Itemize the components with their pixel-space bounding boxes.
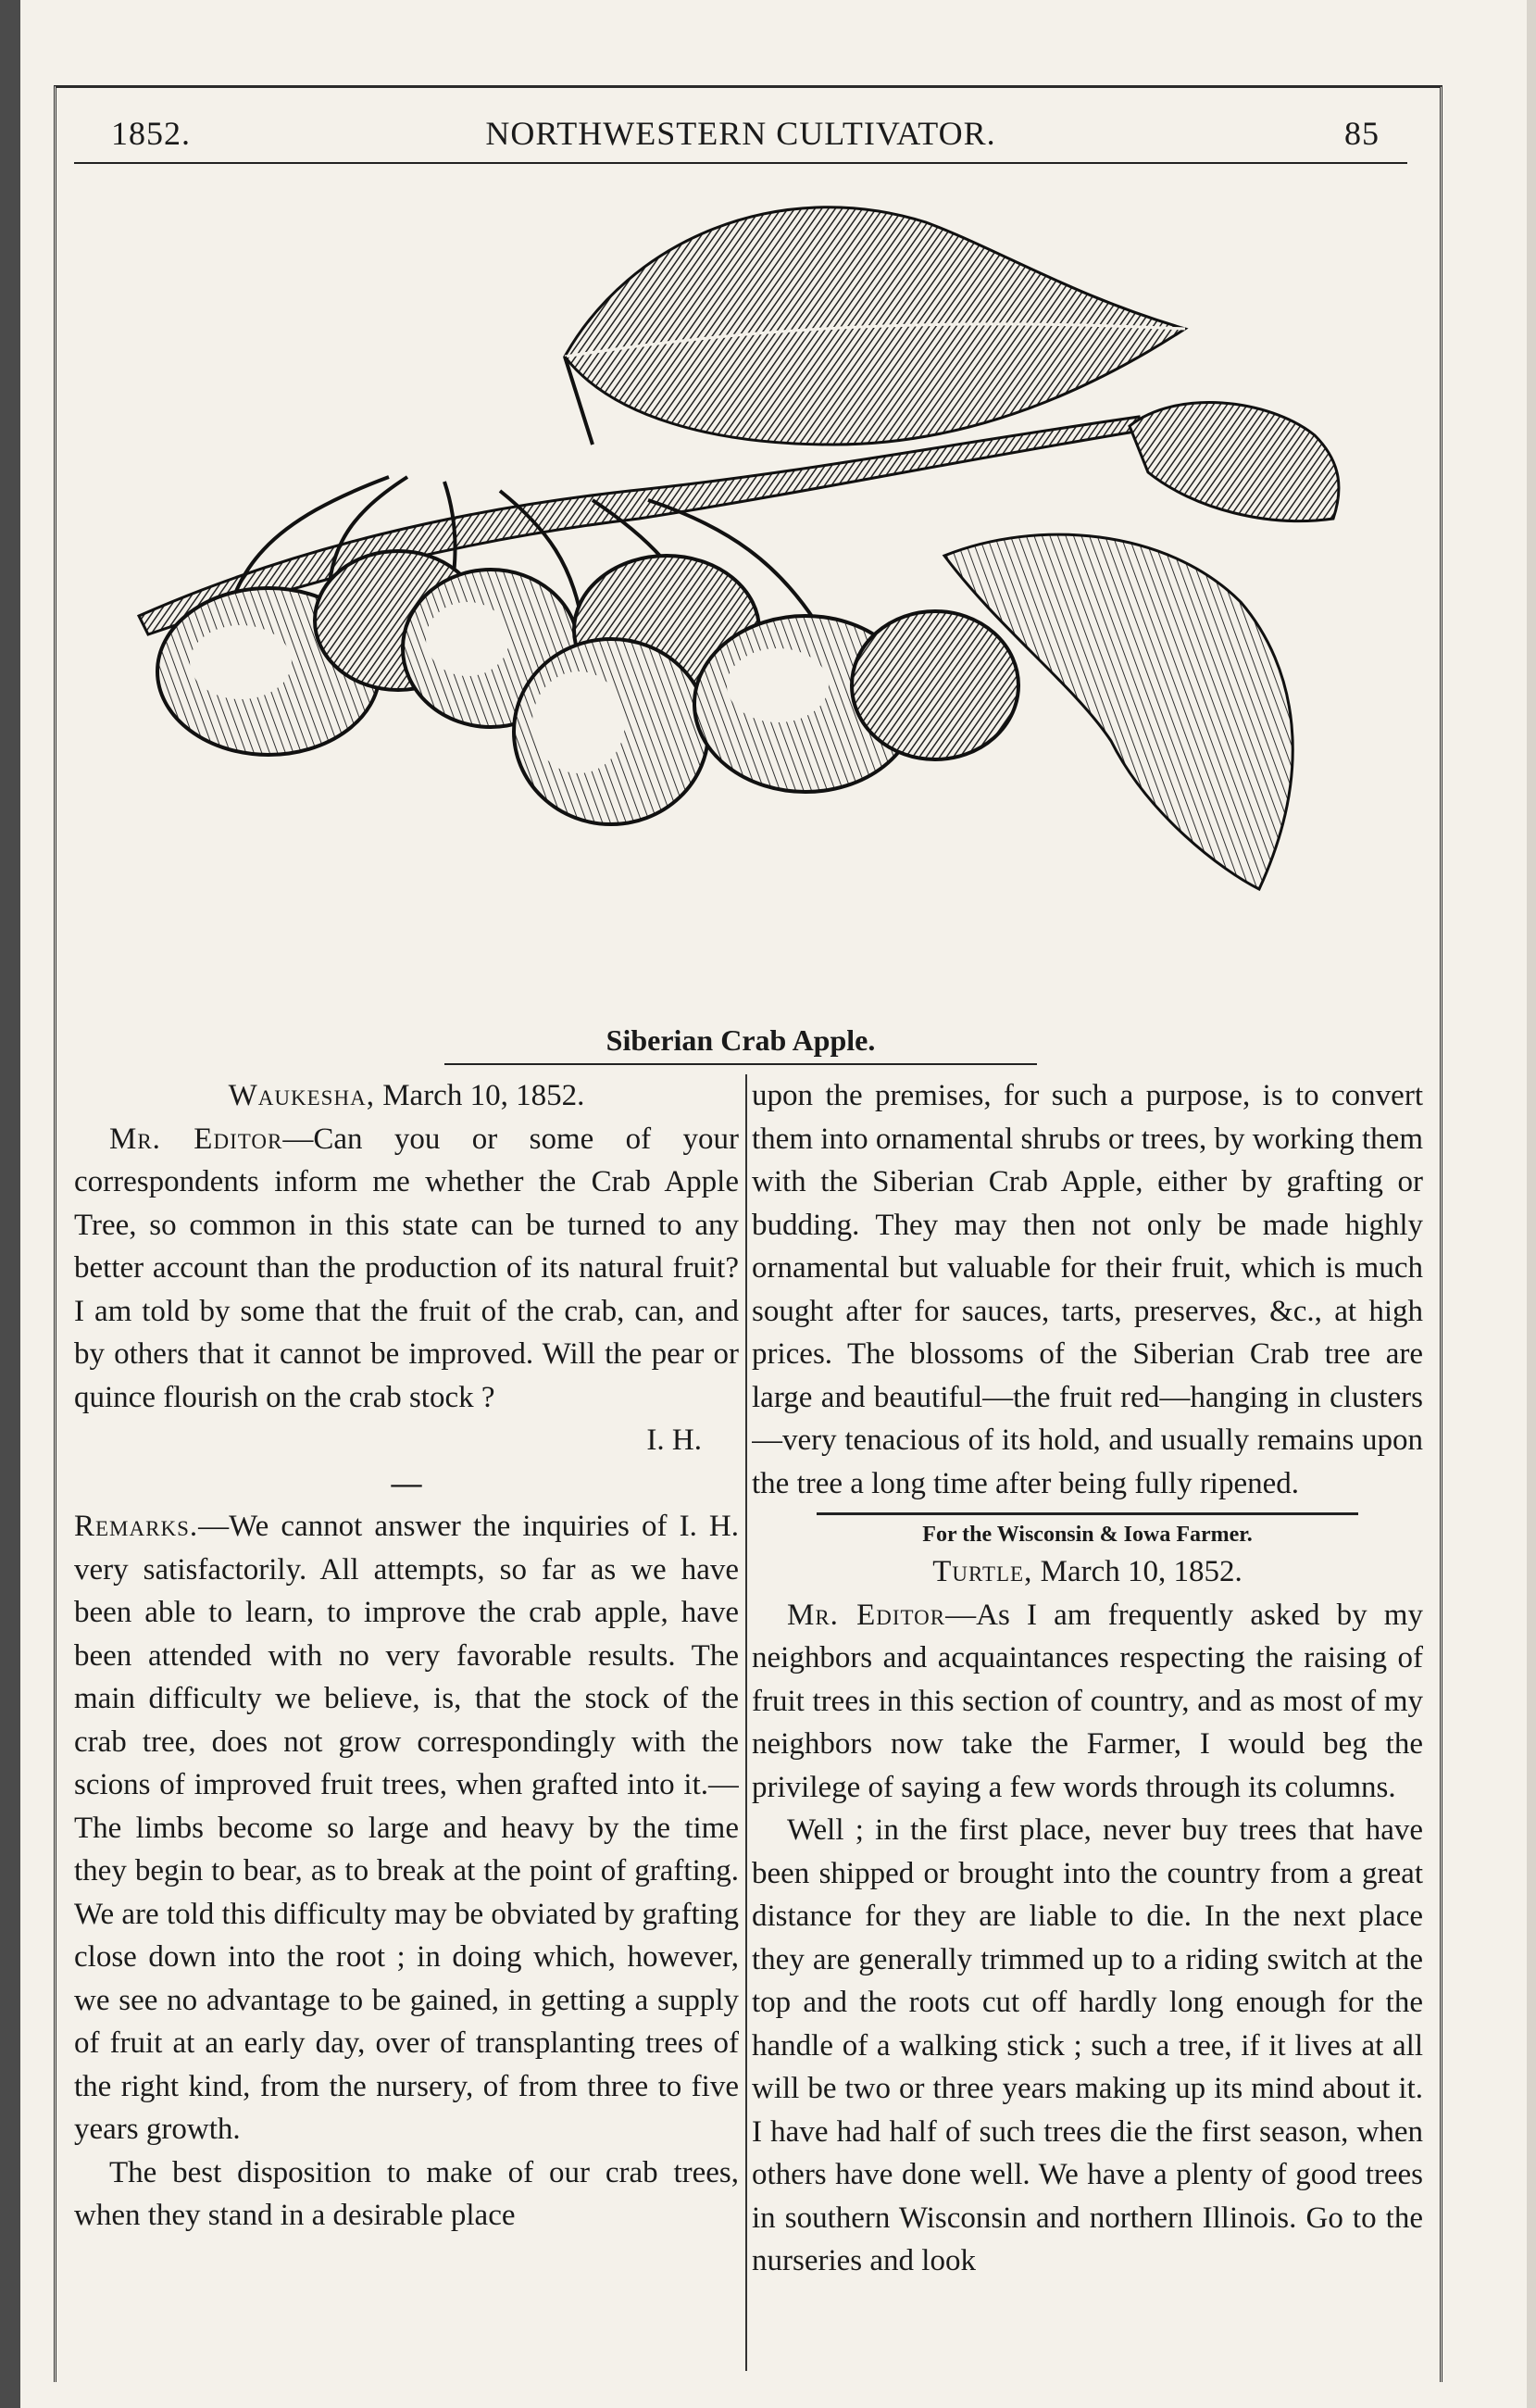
left-dateline-place: Waukesha, — [228, 1079, 375, 1112]
small-leaf — [1130, 403, 1339, 521]
page-header — [74, 107, 1407, 164]
left-remarks — [74, 1505, 739, 2151]
header-title: NORTHWESTERN CULTIVATOR. — [485, 115, 996, 152]
left-dateline-date: March 10, 1852. — [382, 1079, 585, 1112]
left-signature: I. H. — [646, 1423, 702, 1457]
left-remarks-label: Remarks. — [74, 1510, 199, 1543]
right-letter — [752, 1594, 1423, 1810]
header-year: 1852. — [111, 115, 191, 152]
scan-edge-right — [1527, 0, 1536, 2408]
left-letter — [74, 1118, 739, 1420]
right-paragraph-2: Well ; in the first place, never buy trees that have been shipped or brought into the country from a great distance for they are liable to die. In the next place they are generally trimmed up to a riding switch at the top and the roots cut off hardly long enough for the handle of a walking stick ; such a tree, if it lives at all will be two or three years making up its mind about it. I have had half of such trees die the first season, when others have done well. We have a plenty of good trees in southern Wisconsin and northern Illinois. Go to the nurseries and look — [752, 1813, 1423, 2277]
left-letter-body: —Can you or some of your correspondents inform me whether the Crab Apple Tree, so common in this state can be turned to any better account than the production of its natural fruit? I am told by some that the fruit of the crab, can, and by others that it cannot be improved. Will the pear or quince flourish on the crab stock ? — [74, 1122, 739, 1414]
right-dateline-place: Turtle, — [932, 1555, 1033, 1588]
right-continuation: upon the premises, for such a purpose, is to convert them into ornamental shrubs or trees, by working them with the Siberian Crab Apple, either by grafting or budding. They may then not only be made highly ornamental but valuable for their fruit, which is much sought after for sauces, tarts, preserves, &c., at high prices. The blossoms of the Siberian Crab tree are large and beautiful—the fruit red—hanging in clusters—very tenacious of its hold, and usually remains upon the tree a long time after being fully ripened. — [752, 1079, 1423, 1500]
left-separator: — — [391, 1466, 422, 1500]
left-paragraph-2: The best disposition to make of our crab trees, when they stand in a desirable place — [74, 2155, 739, 2232]
column-divider — [745, 1074, 747, 2371]
scan-edge-left — [0, 0, 20, 2408]
right-column — [752, 1074, 1423, 2371]
right-letter-salutation: Mr. Editor — [787, 1598, 946, 1632]
apple-7 — [852, 611, 1018, 759]
header-page-number: 85 — [1344, 115, 1380, 152]
right-letter-body: —As I am frequently asked by my neighbors and acquaintances respecting the raising of fruit trees in this section of country, and as most of my neighbors now take the Farmer, I would beg the privilege of saying a few words through its columns. — [752, 1598, 1423, 1804]
left-column — [74, 1074, 739, 2371]
left-dateline — [74, 1074, 739, 1118]
right-dateline-date: March 10, 1852. — [1040, 1555, 1243, 1588]
right-credit: For the Wisconsin & Iowa Farmer. — [817, 1512, 1358, 1550]
right-dateline — [752, 1550, 1423, 1594]
left-letter-salutation: Mr. Editor — [109, 1122, 283, 1156]
figure-caption: Siberian Crab Apple. — [444, 1023, 1037, 1065]
left-remarks-body: —We cannot answer the inquiries of I. H. very satisfactorily. All attempts, so far as we have been able to learn, to improve the crab apple, have been attended with no very favorable results. The main difficulty we believe, is, that the stock of the crab tree, does not grow correspondingly with the scions of improved fruit trees, when grafted into it.—The limbs become so large and heavy by the time they begin to bear, as to break at the point of grafting. We are told this difficulty may be obviated by grafting close down into the root ; in doing which, however, we see no advantage to be gained, in getting a supply of fruit at an early day, over of transplanting trees of the right kind, from the nursery, of from three to five years growth. — [74, 1510, 739, 2146]
crab-apple-illustration — [111, 167, 1389, 1028]
